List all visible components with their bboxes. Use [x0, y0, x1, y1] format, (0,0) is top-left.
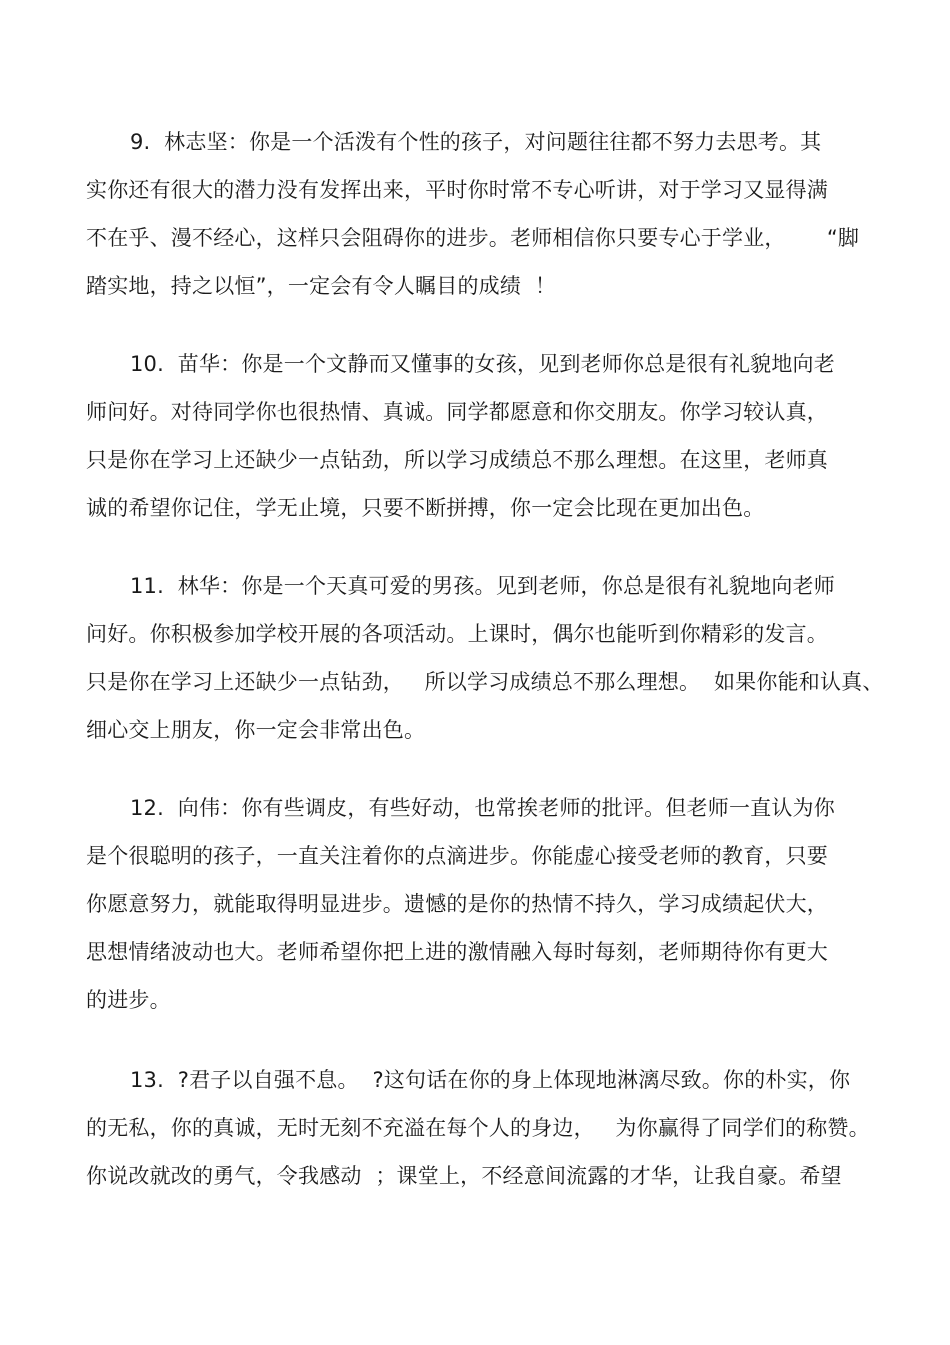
text-line: 细心交上朋友，你一定会非常出色。 — [86, 718, 426, 742]
text-line: 你愿意努力，就能取得明显进步。遗憾的是你的热情不持久，学习成绩起伏大， — [86, 892, 828, 916]
paragraph-10 — [86, 340, 876, 532]
text-line: 问好。你积极参加学校开展的各项活动。上课时，偶尔也能听到你精彩的发言。 — [86, 622, 828, 646]
text-line: 12. 向伟：你有些调皮，有些好动，也常挨老师的批评。但老师一直认为你 — [130, 796, 835, 820]
text-line: 你说改就改的勇气，令我感动 ；课堂上，不经意间流露的才华，让我自豪。希望 — [86, 1164, 842, 1188]
text-line: 的进步。 — [86, 988, 171, 1012]
text-line: 诚的希望你记住，学无止境，只要不断拼搏，你一定会比现在更加出色。 — [86, 496, 765, 520]
text-line: 师问好。对待同学你也很热情、真诚。同学都愿意和你交朋友。你学习较认真， — [86, 400, 828, 424]
paragraph-11 — [86, 562, 884, 754]
text-line: 思想情绪波动也大。老师希望你把上进的激情融入每时每刻，老师期待你有更大 — [86, 940, 828, 964]
text-line: 是个很聪明的孩子，一直关注着你的点滴进步。你能虚心接受老师的教育，只要 — [86, 844, 828, 868]
paragraph-12 — [86, 784, 876, 1024]
text-line: 实你还有很大的潜力没有发挥出来，平时你时常不专心听讲，对于学习又显得满 — [86, 178, 828, 202]
paragraph-13 — [86, 1056, 876, 1200]
text-line: 9. 林志坚：你是一个活泼有个性的孩子，对问题往往都不努力去思考。其 — [130, 130, 822, 154]
text-line: 只是你在学习上还缺少一点钻劲， 所以学习成绩总不那么理想。 如果你能和认真、 — [86, 670, 884, 694]
paragraph-9 — [86, 118, 876, 310]
text-line: 11. 林华：你是一个天真可爱的男孩。见到老师，你总是很有礼貌地向老师 — [130, 574, 835, 598]
text-line: 只是你在学习上还缺少一点钻劲，所以学习成绩总不那么理想。在这里，老师真 — [86, 448, 828, 472]
text-line: 10. 苗华：你是一个文静而又懂事的女孩，见到老师你总是很有礼貌地向老 — [130, 352, 835, 376]
text-line: 13. ?君子以自强不息。 ?这句话在你的身上体现地淋漓尽致。你的朴实，你 — [130, 1068, 851, 1092]
text-line: 踏实地，持之以恒”，一定会有令人瞩目的成绩 ！ — [86, 274, 557, 298]
text-line: 的无私，你的真诚，无时无刻不充溢在每个人的身边， 为你赢得了同学们的称赞。 — [86, 1116, 870, 1140]
text-line: 不在乎、漫不经心，这样只会阻碍你的进步。老师相信你只要专心于学业， “脚 — [86, 226, 860, 250]
